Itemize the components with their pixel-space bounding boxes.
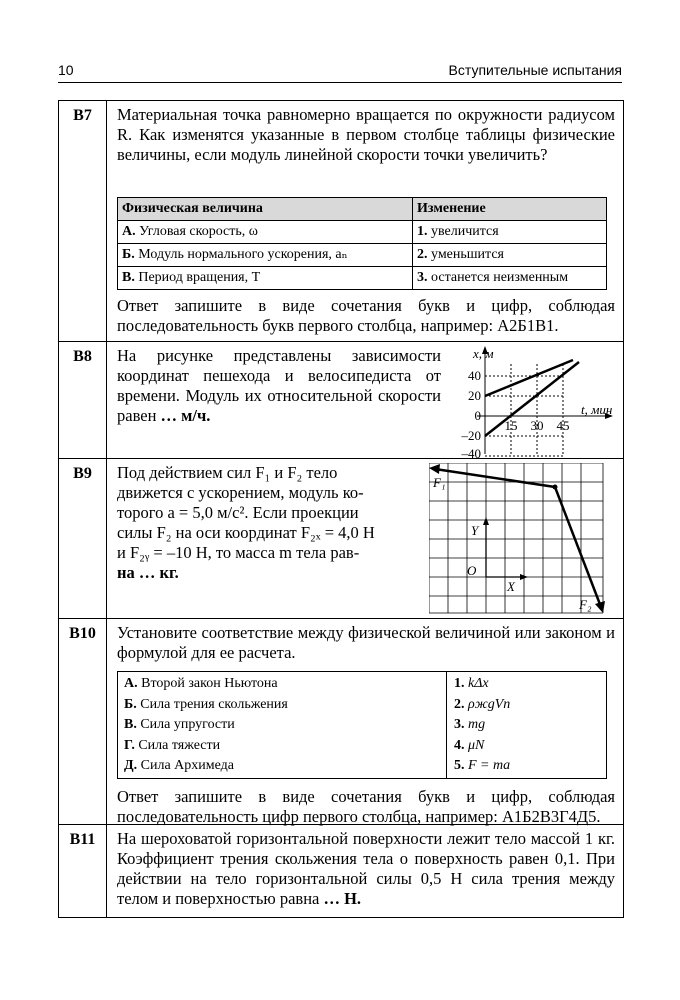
task-body <box>117 623 615 827</box>
change-cell: 1. увеличится <box>413 221 607 244</box>
law-item: Г. Сила тяжести <box>124 737 221 753</box>
x-label: X <box>507 579 515 594</box>
question-text: Установите соответствие между физической величиной или законом и формулой для ее расчета. <box>117 623 615 662</box>
answer-unit: на … кг. <box>117 563 179 582</box>
quantity-cell: Б. Модуль нормального ускорения, aₙ <box>118 244 413 267</box>
y-tick: 40 <box>468 368 481 383</box>
answer-note: Ответ запишите в виде сочетания букв и цифр, соблюдая последовательность цифр первого столбца, например: А1Б2В3Г4Д5. <box>117 787 615 826</box>
task-number: B10 <box>59 619 107 825</box>
col-header-change: Изменение <box>413 198 607 221</box>
question-text: На шероховатой горизонтальной поверхности лежит тело массой 1 кг. Коэффициент трения скольжения тела о поверхность равен 0,1. При действии на тело горизонтальной силы 0,5 Н сила трения между телом и поверхностью равна <box>117 829 615 908</box>
formula-item: 2. ρжgVп <box>454 696 511 712</box>
force-f2-arrow <box>595 601 605 613</box>
header-rule <box>58 82 622 83</box>
task-body <box>117 105 615 336</box>
x-tick: 45 <box>556 418 570 433</box>
x-tick: 15 <box>504 418 518 433</box>
answer-unit: … Н. <box>323 889 362 908</box>
page-header <box>58 62 622 82</box>
y-tick: –20 <box>461 428 481 443</box>
f2-label: F₂ <box>579 597 592 612</box>
question-line: Под действием сил F₁ и F₂ тело <box>117 463 338 482</box>
coordinate-graph <box>441 344 621 459</box>
grid <box>429 463 603 613</box>
question-text: Материальная точка равномерно вращается по окружности радиусом R. Как изменятся указанные в первом столбце таблицы физические величины, если модуль линейной скорости точки увеличить? <box>117 105 615 164</box>
col-header-quantity: Физическая величина <box>118 198 413 221</box>
law-item: Б. Сила трения скольжения <box>124 696 288 712</box>
task-number: B11 <box>59 825 107 918</box>
task-b7 <box>59 101 623 341</box>
y-tick: 0 <box>474 408 481 423</box>
task-number: B8 <box>59 342 107 459</box>
formula-item: 4. μN <box>454 737 485 753</box>
y-tick: –40 <box>461 446 481 459</box>
quantity-cell: В. Период вращения, T <box>118 267 413 290</box>
question-line: движется с ускорением, модуль ко- <box>117 483 364 502</box>
answer-unit: … м/ч. <box>160 406 211 425</box>
law-item: В. Сила упругости <box>124 717 235 732</box>
task-body <box>117 829 615 909</box>
task-number: B9 <box>59 459 107 619</box>
task-b9 <box>59 458 623 619</box>
task-b8 <box>59 341 623 459</box>
body-point <box>553 485 558 490</box>
matching-box <box>117 671 607 779</box>
y-axis-arrow <box>483 517 489 525</box>
question-text: На рисунке представлены зависимости координат пешехода и велосипедиста от времени. Модуль их относительной скорости равен <box>117 346 441 425</box>
task-number: B7 <box>59 101 107 341</box>
force-diagram <box>429 463 609 615</box>
task-body <box>117 463 427 583</box>
formula-item: 1. kΔx <box>454 676 489 691</box>
formula-item: 3. mg <box>454 717 486 732</box>
page-number: 10 <box>58 62 74 78</box>
formulas-column <box>448 672 516 779</box>
law-item: А. Второй закон Ньютона <box>124 676 278 691</box>
law-item: Д. Сила Архимеда <box>124 758 234 773</box>
laws-column <box>118 672 447 778</box>
question-line: и F₂ᵧ = –10 Н, то масса m тела рав- <box>117 543 360 562</box>
force-f1 <box>435 469 555 487</box>
task-b10 <box>59 618 623 825</box>
question-line: торого a = 5,0 м/с². Если проекции <box>117 503 359 522</box>
x-axis-label: t, мин <box>581 402 613 417</box>
task-b11 <box>59 824 623 918</box>
quantity-cell: А. Угловая скорость, ω <box>118 221 413 244</box>
section-title: Вступительные испытания <box>448 62 622 78</box>
task-body <box>117 346 441 426</box>
answer-note: Ответ запишите в виде сочетания букв и цифр, соблюдая последовательность букв первого столбца, например: А2Б1В1. <box>117 296 615 335</box>
formula-item: 5. F = ma <box>454 758 511 773</box>
change-cell: 3. останется неизменным <box>413 267 607 290</box>
origin-label: O <box>467 563 477 578</box>
tasks-table <box>58 100 624 918</box>
y-axis-label: x, м <box>473 346 494 361</box>
quantities-table <box>117 197 607 290</box>
force-f1-arrow <box>429 464 440 474</box>
change-cell: 2. уменьшится <box>413 244 607 267</box>
x-tick: 30 <box>530 418 544 433</box>
f1-label: F₁ <box>433 475 446 490</box>
y-tick: 20 <box>468 388 481 403</box>
y-label: Y <box>471 523 479 538</box>
question-line: силы F₂ на оси координат F₂ₓ = 4,0 Н <box>117 523 375 542</box>
